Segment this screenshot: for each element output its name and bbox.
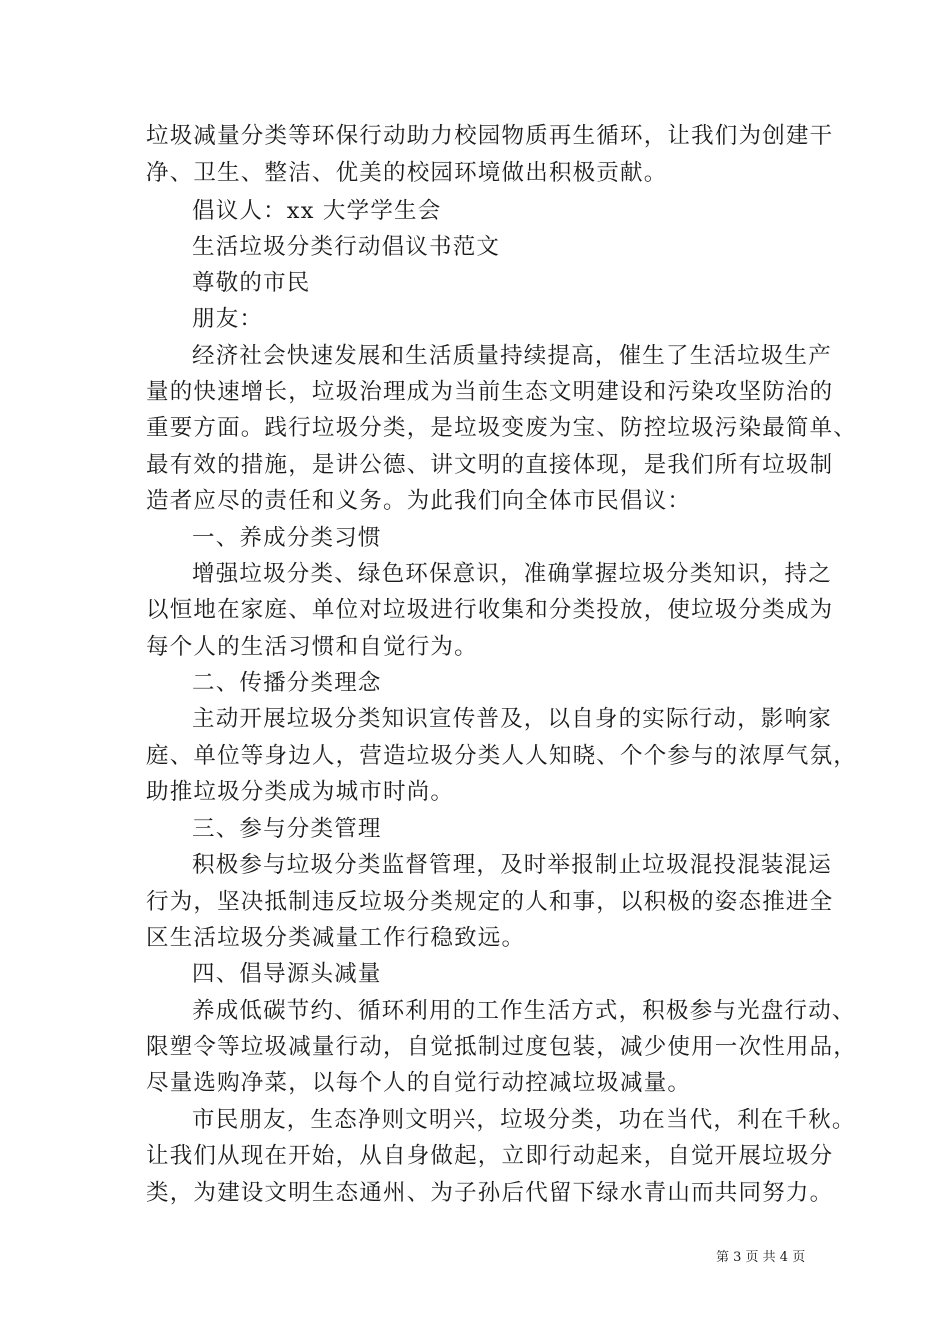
text-line-14: 以恒地在家庭、单位对垃圾进行收集和分类投放，使垃圾分类成为 xyxy=(146,597,834,623)
heading-1: 一、养成分类习惯 xyxy=(192,525,382,551)
text-line-13: 增强垃圾分类、绿色环保意识，准确掌握垃圾分类知识，持之 xyxy=(192,561,832,587)
text-line-2: 净、卫生、整洁、优美的校园环境做出积极贡献。 xyxy=(146,160,668,186)
heading-3: 三、参与分类管理 xyxy=(192,816,382,842)
text-line-15: 每个人的生活习惯和自觉行为。 xyxy=(146,634,478,660)
salutation-line-2: 朋友： xyxy=(192,306,264,332)
signature-line: 倡议人：xx 大学学生会 xyxy=(192,198,442,224)
text-line-23: 区生活垃圾分类减量工作行稳致远。 xyxy=(146,925,526,951)
text-line-22: 行为，坚决抵制违反垃圾分类规定的人和事，以积极的姿态推进全 xyxy=(146,889,834,915)
heading-2: 二、传播分类理念 xyxy=(192,670,382,696)
text-line-27: 尽量选购净菜，以每个人的自觉行动控减垃圾减量。 xyxy=(146,1070,692,1096)
text-line-25: 养成低碳节约、循环利用的工作生活方式，积极参与光盘行动、 xyxy=(192,998,856,1024)
text-line-17: 主动开展垃圾分类知识宣传普及，以自身的实际行动，影响家 xyxy=(192,706,832,732)
text-line-1: 垃圾减量分类等环保行动助力校园物质再生循环，让我们为创建干 xyxy=(146,123,834,149)
text-line-28: 市民朋友，生态净则文明兴，垃圾分类，功在当代，利在千秋。 xyxy=(192,1107,856,1133)
section-title: 生活垃圾分类行动倡议书范文 xyxy=(192,234,501,260)
text-line-7: 经济社会快速发展和生活质量持续提高，催生了生活垃圾生产 xyxy=(192,343,832,369)
text-line-19: 助推垃圾分类成为城市时尚。 xyxy=(146,779,455,805)
heading-4: 四、倡导源头减量 xyxy=(192,961,382,987)
page-number: 第 3 页 共 4 页 xyxy=(716,1250,806,1265)
text-line-18: 庭、单位等身边人，营造垃圾分类人人知晓、个个参与的浓厚气氛， xyxy=(146,743,858,769)
salutation-line-1: 尊敬的市民 xyxy=(192,270,311,296)
text-line-8: 量的快速增长，垃圾治理成为当前生态文明建设和污染攻坚防治的 xyxy=(146,379,834,405)
text-line-29: 让我们从现在开始，从自身做起，立即行动起来，自觉开展垃圾分 xyxy=(146,1143,834,1169)
text-line-9: 重要方面。践行垃圾分类，是垃圾变废为宝、防控垃圾污染最简单、 xyxy=(146,415,858,441)
text-line-11: 造者应尽的责任和义务。为此我们向全体市民倡议： xyxy=(146,488,692,514)
text-line-30: 类，为建设文明生态通州、为子孙后代留下绿水青山而共同努力。 xyxy=(146,1180,834,1206)
text-line-10: 最有效的措施，是讲公德、讲文明的直接体现，是我们所有垃圾制 xyxy=(146,452,834,478)
text-line-21: 积极参与垃圾分类监督管理，及时举报制止垃圾混投混装混运 xyxy=(192,852,832,878)
text-line-26: 限塑令等垃圾减量行动，自觉抵制过度包装，减少使用一次性用品， xyxy=(146,1034,858,1060)
